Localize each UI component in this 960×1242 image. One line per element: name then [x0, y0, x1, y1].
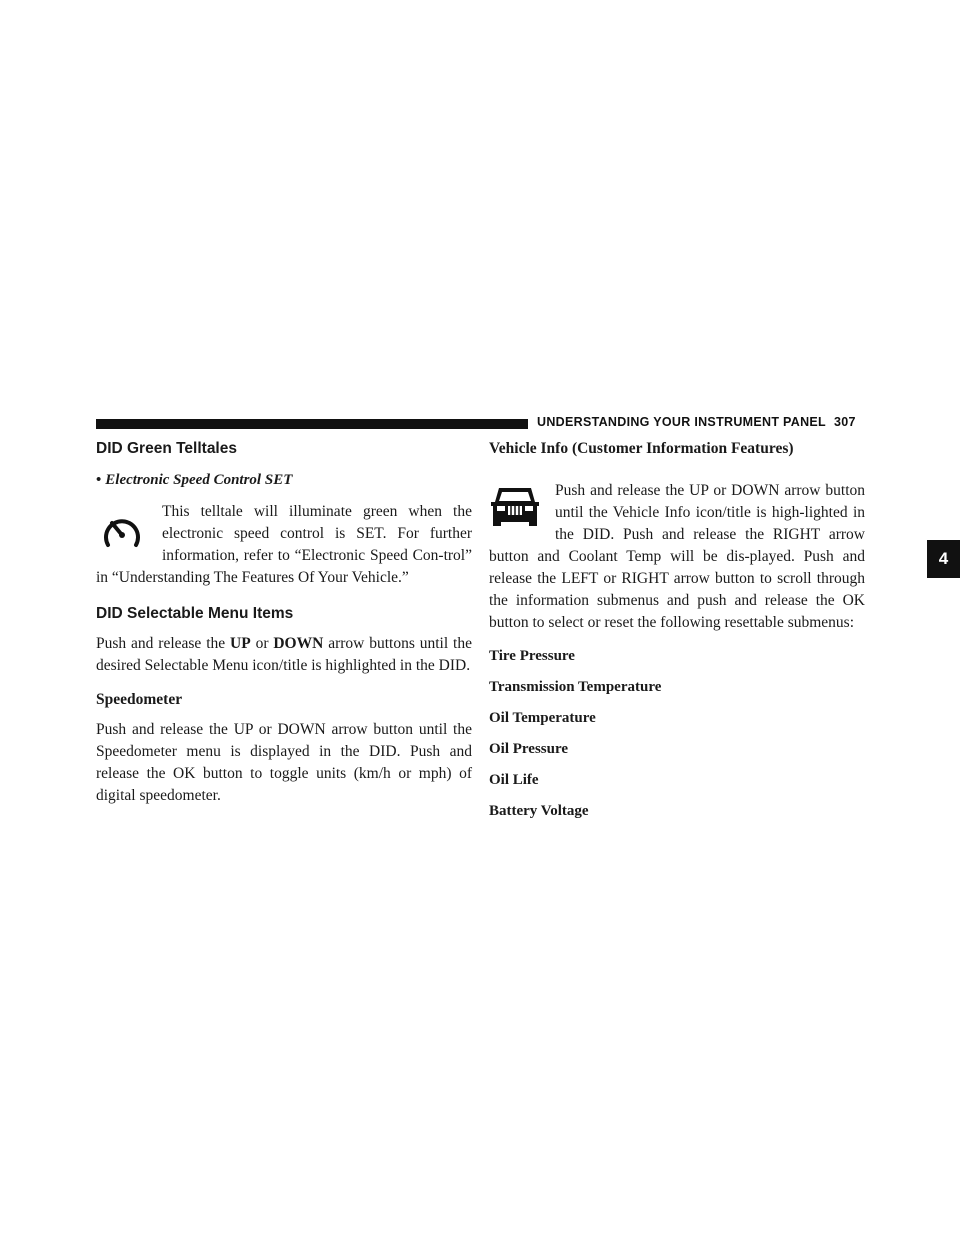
bullet-electronic-speed-control [96, 472, 472, 489]
vehicle-info-block [489, 480, 865, 634]
selectable-text-a: Push and release the [96, 635, 231, 652]
esc-description: This telltale will illuminate green when the electronic speed control is SET. For further information, refer to “Electronic Speed Con-trol” in “Understanding The Features Of Your Vehicle.” [96, 503, 472, 586]
selectable-down: DOWN [273, 635, 324, 652]
selectable-up: UP [230, 635, 251, 652]
selectable-paragraph [96, 633, 472, 677]
speedometer-gauge-icon [96, 501, 158, 567]
speedometer-paragraph: Push and release the UP or DOWN arrow button until the Speedometer menu is displayed in the DID. Push and release the OK button to toggle units (km/h or mph) of digital speedometer. [96, 721, 472, 804]
bullet-label: Electronic Speed Control SET [105, 472, 293, 488]
selectable-text-c: arrow buttons until the desired Selectable Menu icon/title is highlighted in the DID. [96, 635, 472, 674]
submenu-transmission-temperature: Transmission Temperature [489, 679, 662, 695]
heading-did-green-telltales: DID Green Telltales [96, 440, 237, 457]
esc-telltale-block [96, 501, 472, 589]
submenu-battery-voltage: Battery Voltage [489, 803, 589, 819]
vehicle-front-icon [489, 480, 551, 546]
heading-speedometer: Speedometer [96, 691, 183, 708]
submenu-oil-life: Oil Life [489, 772, 539, 788]
heading-vehicle-info: Vehicle Info (Customer Information Features) [489, 440, 794, 457]
submenu-list [489, 648, 865, 820]
chapter-tab: 4 [927, 540, 960, 578]
right-column [489, 440, 865, 820]
submenu-oil-temperature: Oil Temperature [489, 710, 596, 726]
page-number: 307 [833, 415, 856, 429]
running-header [537, 415, 856, 429]
heading-did-selectable-menu-items: DID Selectable Menu Items [96, 605, 294, 622]
header-rule [96, 419, 528, 429]
left-column [96, 440, 472, 807]
selectable-text-b: or [250, 635, 274, 652]
submenu-oil-pressure: Oil Pressure [489, 741, 569, 757]
submenu-tire-pressure: Tire Pressure [489, 648, 575, 664]
bullet-dot: • [96, 472, 102, 488]
section-title: UNDERSTANDING YOUR INSTRUMENT PANEL [537, 415, 826, 429]
vehicle-info-description: Push and release the UP or DOWN arrow button until the Vehicle Info icon/title is high-lighted in the DID. Push and release the RIGHT arrow button and Coolant Temp will be dis-played. Push and release the LEFT or RIGHT arrow button to scroll through the information submenus and push and release the OK button to select or reset the following resettable submenus: [489, 482, 865, 631]
